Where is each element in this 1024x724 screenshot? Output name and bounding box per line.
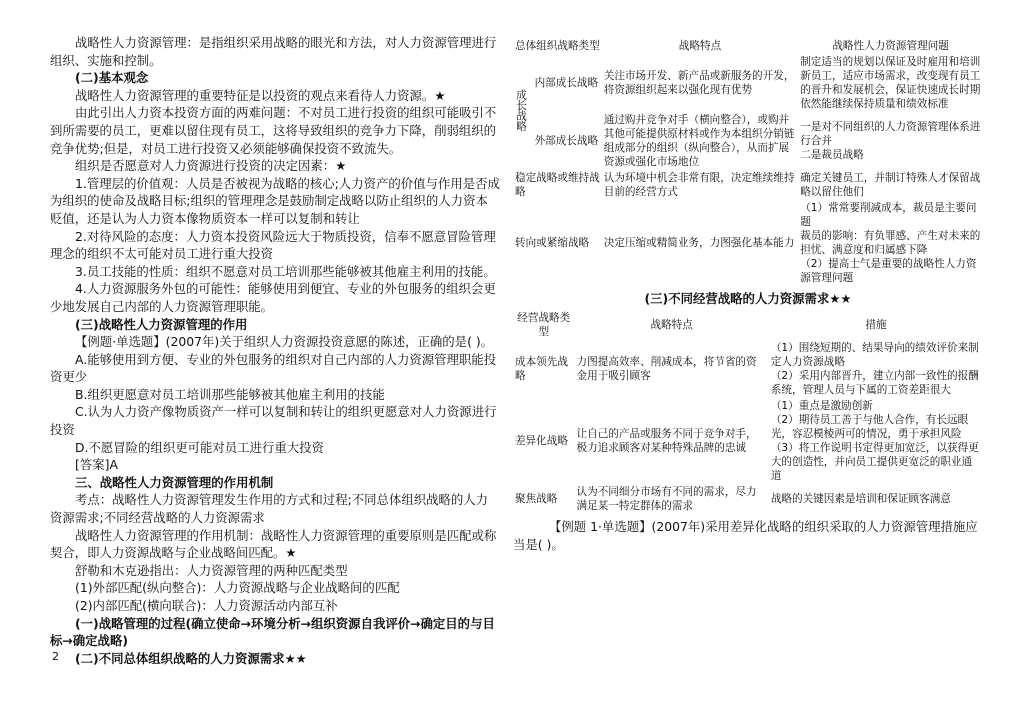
table-header: 战略性人力资源管理问题 [832,40,949,52]
table-cell: 认为不同细分市场有不同的需求，尽力满足某一特定群体的需求 [576,486,757,512]
option-c: C.认为人力资产像物质资产一样可以复制和转让的组织更愿意对人力资源进行投资 [50,404,497,438]
paragraph: (1)外部匹配(纵向整合)：人力资源战略与企业战略间的匹配 [75,580,400,596]
paragraph: 1.管理层的价值观：人员是否被视为战略的核心;人力资产的价值与作用是否成为组织的使命及战略目标;组织的管理理念是鼓励制定战略以防止组织的人力资本贬值，还是认为人力资本像物质资本一样可以复制和转让 [50,175,500,226]
table-row [513,398,983,484]
answer: [答案]A [75,457,118,473]
page-number: 2 [52,650,59,663]
table-header: 战略特点 [650,319,693,331]
table-header: 经营战略类型 [517,312,571,338]
table-row [513,200,983,286]
paragraph: 3.员工技能的性质：组织不愿意对员工培训那些能够被其他雇主利用的技能。 [75,263,496,279]
table-cell: 力图提高效率、削减成本，将节省的资金用于吸引顾客 [576,356,757,382]
example-question: 【例题·单选题】(2007年)关于组织人力资源投资意愿的陈述，正确的是( )。 [75,334,494,350]
paragraph: 考点：战略性人力资源管理发生作用的方式和过程;不同总体组织战略的人力资源需求;不同经营战略的人力资源需求 [50,492,489,526]
table-row [513,484,983,514]
heading-overall-strategy: (二)不同总体组织战略的人力资源需求★★ [75,650,307,666]
table-cell: （1）常常要削减成本，裁员是主要问题 裁员的影响：有负罪感、产生对未来的担忧、满意度和归属感下降 （2）提高士气是重要的战略性人力资源管理问题 [800,202,981,284]
paragraph: 2.对待风险的态度：人力资本投资风险远大于物质投资，信奉不愿意冒险管理理念的组织不太可能对员工进行重大投资 [50,228,496,262]
table-cell: 关注市场开发、新产品或新服务的开发，将资源组织起来以强化现有优势 [603,70,795,96]
growth-strategy-label: 成长战略 [515,88,527,132]
business-strategy-table [513,310,983,514]
table-cell: 内部成长战略 [534,77,599,89]
table-header: 战略特点 [678,40,722,52]
table-header: 总体组织战略类型 [515,40,600,52]
heading-business-strategy: (三)不同经营战略的人力资源需求★★ [644,291,852,306]
table-header: 措施 [865,319,887,331]
option-d: D.不愿冒险的组织更可能对员工进行重大投资 [75,439,324,455]
table-cell: 让自己的产品或服务不同于竞争对手，极力追求顾客对某种特殊品牌的忠诚 [576,428,757,454]
table-row [513,170,983,200]
table-cell: 通过购并竞争对手（横向整合），或购并其他可能提供原材料或作为本组织分销链组成部分的组织（纵向整合），从而扩展资源或强化市场地位 [603,114,795,168]
table-cell: 外部成长战略 [534,135,599,147]
paragraph: 组织是否愿意对人力资源进行投资的决定因素：★ [75,158,347,174]
option-a: A.能够使用到方便、专业的外包服务的组织对自己内部的人力资源管理职能投资更少 [50,351,497,385]
table-cell: 确定关键员工，并制订特殊人才保留战略以留住他们 [800,172,981,198]
left-column [50,34,500,667]
table-cell: 战略的关键因素是培训和保证顾客满意 [770,493,951,505]
heading-mechanism: 三、战略性人力资源管理的作用机制 [75,474,274,490]
heading-basic-concept: (二)基本观念 [75,70,149,86]
table-cell: 制定适当的规划以保证及时雇用和培训新员工，适应市场需求，改变现有员工的晋升和发展机会，保证快速成长时期依然能继续保持质量和绩效标准 [800,56,981,110]
table-cell: 一是对不同组织的人力资源管理体系进行合并 二是裁员战略 [800,121,981,161]
paragraph: 战略性人力资源管理的作用机制：战略性人力资源管理的重要原则是匹配或称契合，即人力资源战略与企业战略间匹配。★ [50,527,497,561]
table-row [513,340,983,398]
table-cell: 稳定战略或维持战略 [515,172,600,198]
paragraph: 由此引出人力资本投资方面的两难问题：不对员工进行投资的组织可能吸引不到所需要的员工，更难以留住现有员工，这将导致组织的竞争力下降，削弱组织的竞争优势;但是，对员工进行投资又必须能够确保投资不致流失。 [50,105,497,156]
table-row [513,54,983,112]
table-cell: （1）重点是激励创新 （2）期待员工善于与他人合作，有长远眼光，容忍模棱两可的情况，勇于承担风险 （3）将工作说明书定得更加宽泛，以获得更大的创造性，并向员工提供更宽泛的职业通道 [770,400,979,482]
heading-role: (三)战略性人力资源管理的作用 [75,316,248,332]
right-column [513,38,983,553]
table-cell: 聚焦战略 [515,493,558,505]
table-row [513,112,983,170]
paragraph: (2)内部匹配(横向联合)：人力资源活动内部互补 [75,598,338,613]
heading-process: (一)战略管理的过程(确立使命→环境分析→组织资源自我评价→确定目的与目标→确定战略) [50,615,495,649]
paragraph: 4.人力资源服务外包的可能性：能够使用到便宜、专业的外包服务的组织会更少地发展自己内部的人力资源管理职能。 [50,281,496,314]
definition-paragraph: 战略性人力资源管理：是指组织采用战略的眼光和方法，对人力资源管理进行组织、实施和控制。 [50,35,497,68]
example-question: 【例题 1·单选题】(2007年)采用差异化战略的组织采取的人力资源管理措施应当是( )。 [513,519,978,552]
table-cell: 认为环境中机会非常有限，决定维续维持目前的经营方式 [603,172,795,198]
table-cell: 成本领先战略 [515,356,568,382]
option-b: B.组织更愿意对员工培训那些能够被其他雇主利用的技能 [75,386,385,402]
table-cell: 差异化战略 [515,435,568,447]
table-cell: （1）围绕短期的、结果导向的绩效评价来制定人力资源战略 （2）采用内部晋升，建立内部一致性的报酬系统，管理人员与下属的工资差距很大 [770,342,979,396]
paragraph: 舒勒和木克逊指出：人力资源管理的两种匹配类型 [75,562,348,578]
paragraph: 战略性人力资源管理的重要特征是以投资的观点来看待人力资源。★ [75,87,446,103]
overall-strategy-table [513,38,983,286]
table-cell: 转向或紧缩战略 [515,237,590,249]
table-cell: 决定压缩或精简业务，力图强化基本能力 [603,237,795,249]
